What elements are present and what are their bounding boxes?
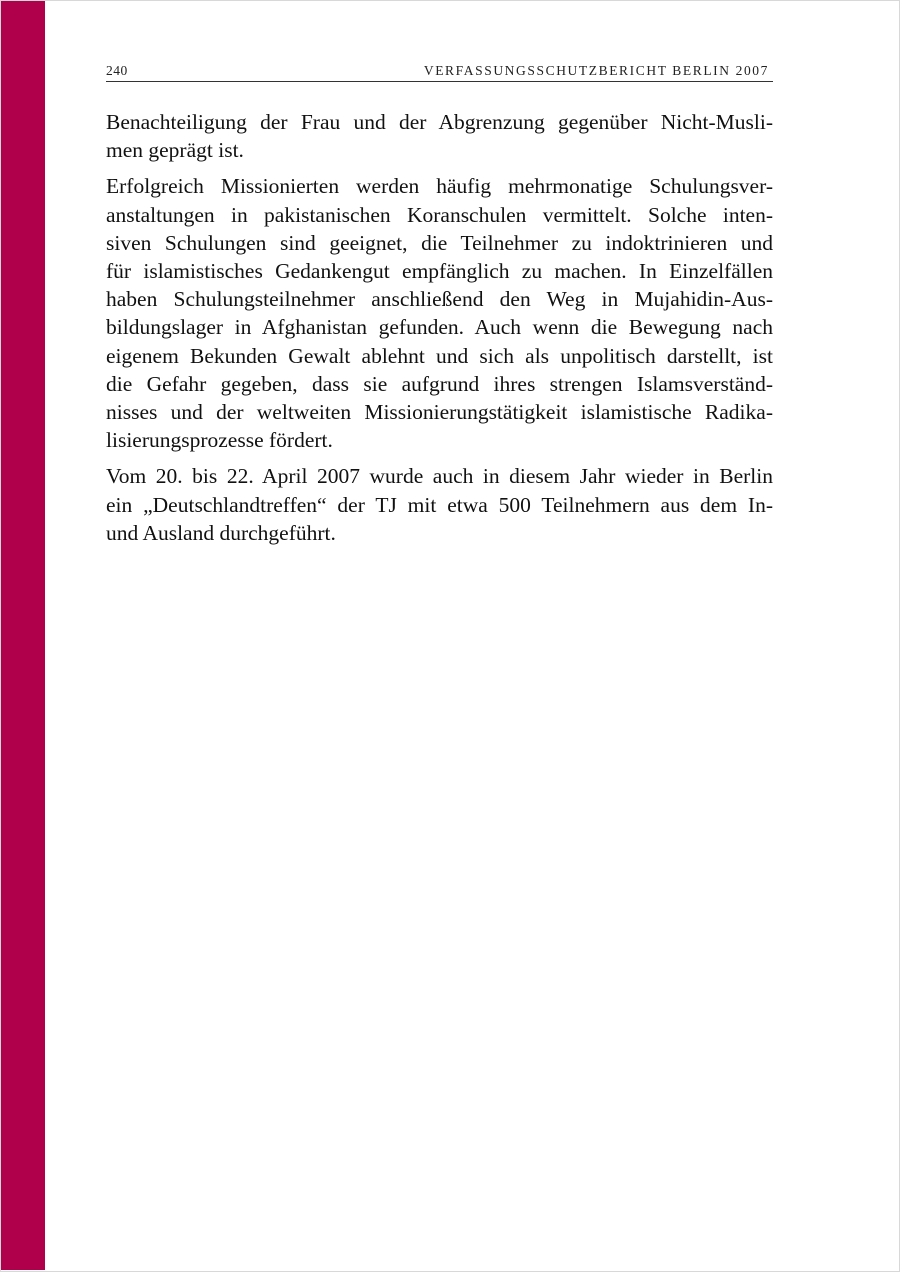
text-line: lisierungsprozesse fördert. [106, 428, 333, 453]
text-line: nisses und der weltweiten Missionierungstätigkeit islamistische Radika- [106, 400, 773, 425]
text-line: und Ausland durchgeführt. [106, 520, 336, 545]
page-number: 240 [106, 63, 128, 78]
text-line: die Gefahr gegeben, dass sie aufgrund ihres strengen Islamsverständ- [106, 371, 773, 396]
text-line: bildungslager in Afghanistan gefunden. Auch wenn die Bewegung nach [106, 315, 773, 340]
text-line: haben Schulungsteilnehmer anschließend den Weg in Mujahidin-Aus- [106, 287, 773, 312]
paragraph [106, 108, 773, 164]
running-title: VERFASSUNGSSCHUTZBERICHT BERLIN 2007 [423, 63, 769, 78]
side-color-bar [1, 1, 45, 1270]
text-line: anstaltungen in pakistanischen Koranschulen vermittelt. Solche inten- [106, 202, 773, 227]
text-line: eigenem Bekunden Gewalt ablehnt und sich als unpolitisch darstellt, ist [106, 343, 773, 368]
body-text [106, 108, 773, 555]
text-line: für islamistisches Gedankengut empfänglich zu machen. In Einzelfällen [106, 259, 773, 284]
text-line: Benachteiligung der Frau und der Abgrenzung gegenüber Nicht-Musli- [106, 110, 773, 134]
text-line: Vom 20. bis 22. April 2007 wurde auch in diesem Jahr wieder in Berlin [106, 464, 773, 489]
paragraph [106, 172, 773, 454]
text-line: siven Schulungen sind geeignet, die Teilnehmer zu indoktrinieren und [106, 230, 773, 255]
text-line: men geprägt ist. [106, 138, 244, 163]
text-line: ein „Deutschlandtreffen“ der TJ mit etwa 500 Teilnehmern aus dem In- [106, 492, 773, 517]
paragraph [106, 462, 773, 547]
text-line: Erfolgreich Missionierten werden häufig mehrmonatige Schulungsver- [106, 174, 773, 199]
running-header [106, 63, 773, 82]
